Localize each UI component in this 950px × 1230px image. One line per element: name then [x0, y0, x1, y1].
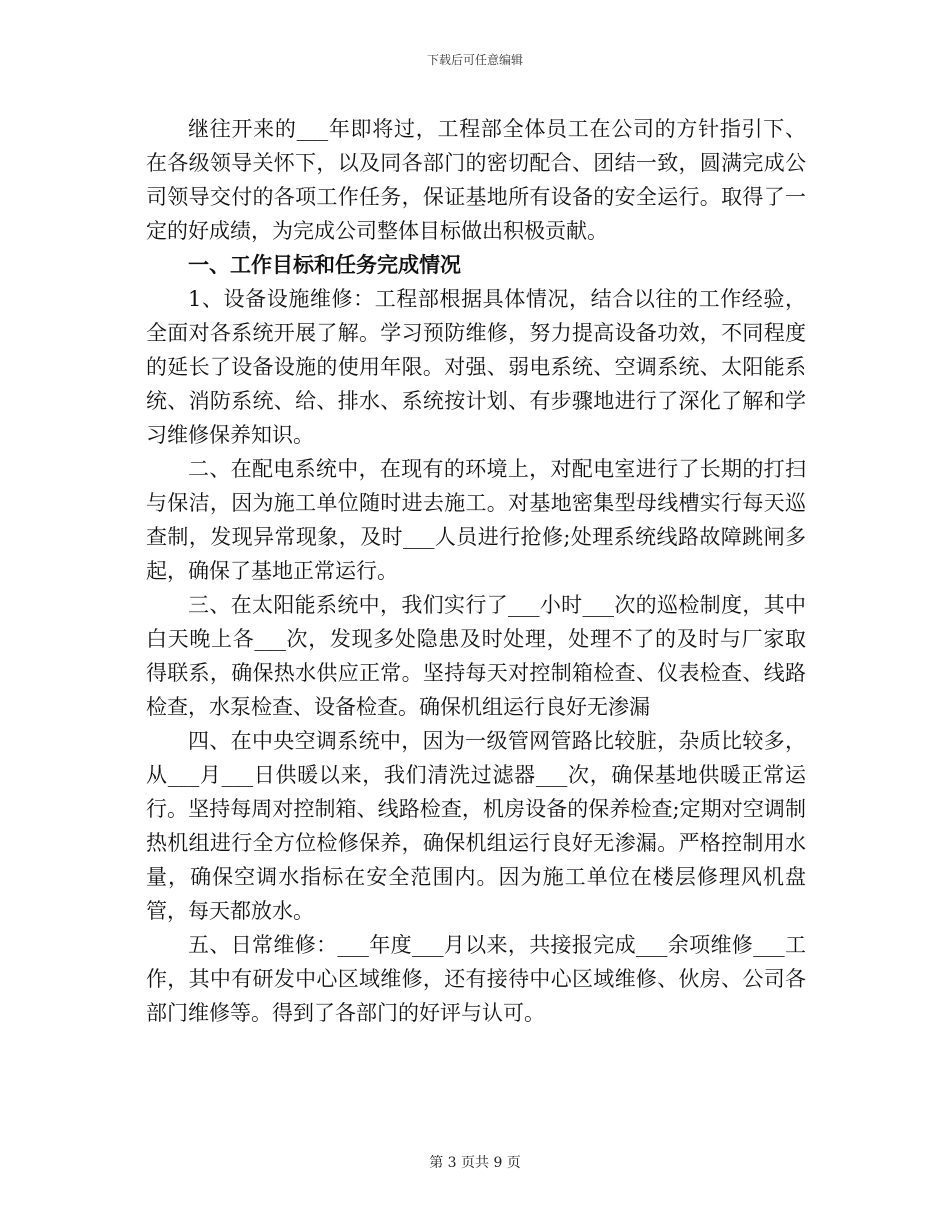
paragraph-equipment-maintenance: 1、设备设施维修：工程部根据具体情况，结合以往的工作经验，全面对各系统开展了解。学习预防维修，努力提高设备功效，不同程度的延长了设备设施的使用年限。对强、弱电系统、空调系统、太阳能系统、消防系统、给、排水、系统按计划、有步骤地进行了深化了解和学习维修保养知识。	[146, 287, 806, 447]
paragraph-central-ac: 四、在中央空调系统中，因为一级管网管路比较脏，杂质比较多，从___月___日供暖以来，我们清洗过滤器___次，确保基地供暖正常运行。坚持每周对控制箱、线路检查，机房设备的保养检查;定期对空调制热机组进行全方位检修保养，确保机组运行良好无渗漏。严格控制用水量，确保空调水指标在安全范围内。因为施工单位在楼层修理风机盘管，每天都放水。	[146, 729, 806, 923]
paragraph-power-distribution: 二、在配电系统中，在现有的环境上，对配电室进行了长期的打扫与保洁，因为施工单位随时进去施工。对基地密集型母线槽实行每天巡查制，发现异常现象，及时___人员进行抢修;处理系统线路故障跳闸多起，确保了基地正常运行。	[146, 457, 806, 583]
page-header: 下载后可任意编辑	[426, 53, 523, 67]
section-heading: 一、工作目标和任务完成情况	[188, 252, 461, 277]
paragraph-solar-system: 三、在太阳能系统中，我们实行了___小时___次的巡检制度，其中白天晚上各___次，发现多处隐患及时处理，处理不了的及时与厂家取得联系，确保热水供应正常。坚持每天对控制箱检查、仪表检查、线路检查，水泵检查、设备检查。确保机组运行良好无渗漏	[146, 593, 806, 719]
paragraph-daily-maintenance: 五、日常维修：___年度___月以来，共接报完成___余项维修___工作，其中有研发中心区域维修，还有接待中心区域维修、伙房、公司各部门维修等。得到了各部门的好评与认可。	[146, 933, 806, 1025]
page-number: 第 3 页共 9 页	[429, 1155, 521, 1171]
document-body	[146, 112, 806, 1030]
intro-paragraph: 继往开来的___年即将过，工程部全体员工在公司的方针指引下、在各级领导关怀下，以及同各部门的密切配合、团结一致，圆满完成公司领导交付的各项工作任务，保证基地所有设备的安全运行。取得了一定的好成绩，为完成公司整体目标做出积极贡献。	[146, 117, 806, 243]
